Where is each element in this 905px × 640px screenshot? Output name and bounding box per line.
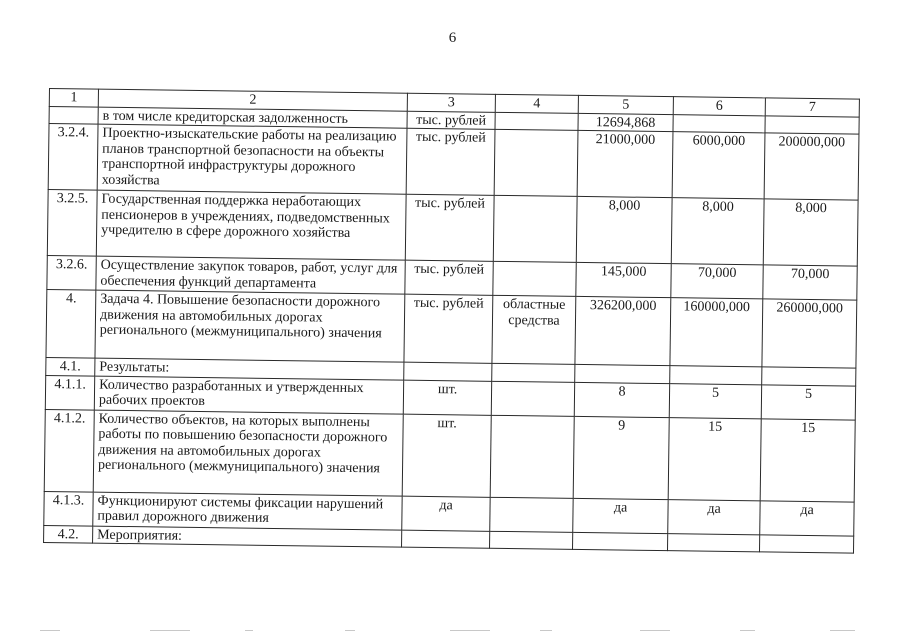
row-value-6: 70,000 [671, 264, 763, 299]
row-value-6: 5 [669, 383, 761, 418]
row-name: Осуществление закупок товаров, работ, услуг для обеспечения функций департамента [96, 256, 405, 294]
row-unit: тыс. рублей [404, 294, 493, 363]
row-source [494, 129, 578, 196]
row-number [49, 106, 98, 124]
scan-artifact-line [0, 628, 905, 634]
row-value-7 [759, 534, 853, 553]
row-source: областные средства [492, 295, 576, 364]
header-col-7: 7 [765, 98, 859, 117]
row-name: Количество объектов, на которых выполнены работы по повышению безопасности дорожного движения на автомобильных дорогах регионального (межмуниципального) значения [93, 410, 403, 496]
row-number: 4.1.2. [44, 409, 94, 492]
header-col-2: 2 [98, 89, 407, 111]
row-source [490, 497, 573, 532]
row-value-7: 15 [760, 418, 855, 501]
row-value-5: 145,000 [576, 262, 671, 297]
row-value-6: 160000,000 [670, 298, 763, 367]
header-col-4: 4 [495, 94, 578, 113]
row-value-6: 15 [668, 417, 761, 500]
row-value-7 [762, 367, 856, 386]
row-source [493, 195, 577, 262]
row-value-6 [667, 533, 759, 552]
row-name: Функционируют системы фиксации нарушений правил дорожного движения [93, 492, 402, 530]
row-number: 4. [46, 289, 96, 358]
row-source [492, 363, 575, 382]
row-value-6 [673, 114, 765, 133]
row-source [495, 112, 578, 131]
row-value-5: 8 [574, 382, 669, 417]
row-number: 4.1.1. [45, 375, 94, 410]
row-name: Мероприятия: [93, 526, 402, 548]
row-number: 3.2.4. [48, 124, 98, 191]
row-value-5: 8,000 [576, 196, 672, 263]
row-unit: тыс. рублей [405, 260, 493, 295]
row-value-5: 9 [573, 416, 669, 499]
table-row [47, 189, 858, 266]
row-number: 3.2.6. [47, 255, 96, 290]
row-number: 3.2.5. [47, 189, 97, 256]
row-number: 4.1. [46, 357, 95, 375]
header-col-5: 5 [578, 95, 673, 114]
row-value-5: 21000,000 [577, 130, 673, 197]
row-unit: да [402, 496, 490, 531]
row-value-7 [765, 115, 859, 134]
row-value-7: 200000,000 [764, 133, 859, 200]
document-sheet [43, 88, 859, 554]
row-value-6: 8,000 [671, 198, 764, 265]
header-col-1: 1 [49, 89, 98, 107]
row-unit [404, 362, 492, 381]
row-source [490, 415, 574, 498]
page-number: 6 [448, 30, 457, 46]
table-row [44, 409, 855, 502]
row-number: 4.2. [44, 525, 93, 543]
row-value-7: 5 [761, 384, 855, 419]
row-value-5: да [573, 498, 668, 533]
row-unit [402, 530, 490, 549]
header-col-3: 3 [407, 93, 495, 112]
row-value-6: 6000,000 [672, 132, 765, 199]
table-row [48, 124, 859, 201]
row-value-7: 260000,000 [762, 299, 857, 368]
row-name: Результаты: [95, 358, 404, 380]
table-row [46, 289, 857, 368]
row-value-7: да [760, 500, 854, 535]
row-number: 4.1.3. [44, 491, 93, 526]
row-value-6: да [668, 499, 760, 534]
row-name: Задача 4. Повышение безопасности дорожного движения на автомобильных дорогах регионального (межмуниципального) значения [95, 290, 405, 362]
row-source [490, 531, 573, 550]
row-value-7: 70,000 [763, 265, 857, 300]
row-value-7: 8,000 [763, 199, 858, 266]
row-value-5 [575, 364, 670, 383]
row-source [491, 381, 574, 416]
row-unit: шт. [403, 380, 491, 415]
row-value-5 [573, 532, 668, 551]
row-unit: тыс. рублей [406, 128, 495, 195]
row-name: в том числе кредиторская задолженность [98, 107, 407, 129]
row-unit: тыс. рублей [407, 111, 495, 130]
row-name: Государственная поддержка неработающих пенсионеров в учреждениях, подведомственных учредителю в сфере дорожного хозяйства [96, 190, 406, 260]
row-value-5: 326200,000 [575, 296, 671, 365]
header-col-6: 6 [673, 97, 765, 116]
row-value-5: 12694,868 [578, 113, 673, 132]
row-unit: тыс. рублей [405, 194, 494, 261]
row-name: Проектно-изыскательские работы на реализацию планов транспортной безопасности на объекты транспортной инфраструктуры дорожного хозяйства [97, 124, 407, 194]
row-name: Количество разработанных и утвержденных рабочих проектов [94, 376, 403, 414]
row-value-6 [670, 366, 762, 385]
program-table [43, 88, 860, 554]
row-source [493, 261, 576, 296]
row-unit: шт. [402, 414, 491, 497]
